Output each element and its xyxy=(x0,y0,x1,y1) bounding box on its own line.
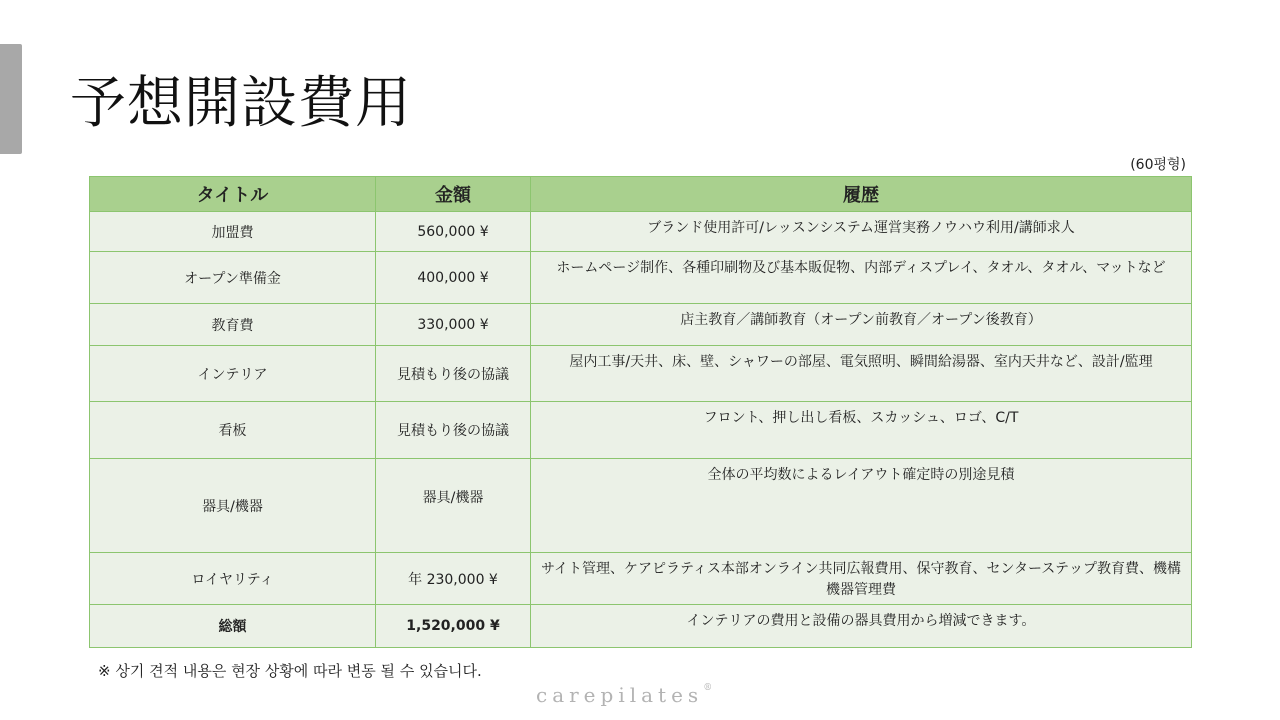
row-history: フロント、押し出し看板、スカッシュ、ロゴ、C/T xyxy=(531,402,1192,459)
row-amount: 年 230,000 ¥ xyxy=(376,553,531,605)
total-row xyxy=(90,605,1192,648)
registered-mark: ® xyxy=(703,683,713,693)
table-row xyxy=(90,346,1192,402)
total-history: インテリアの費用と設備の器具費用から増減できます。 xyxy=(531,605,1192,648)
header-amount: 金額 xyxy=(376,177,531,212)
header-history: 履歴 xyxy=(531,177,1192,212)
accent-bar xyxy=(0,44,22,154)
row-amount: 560,000 ¥ xyxy=(376,212,531,252)
row-amount: 見積もり後の協議 xyxy=(376,346,531,402)
footnote: ※ 상기 견적 내용은 현장 상황에 따라 변동 될 수 있습니다. xyxy=(98,662,482,680)
row-history: 全体の平均数によるレイアウト確定時の別途見積 xyxy=(531,459,1192,553)
row-history: サイト管理、ケアピラティス本部オンライン共同広報費用、保守教育、センターステップ教育費、機構機器管理費 xyxy=(531,553,1192,605)
cost-table xyxy=(89,176,1192,648)
brand-logo xyxy=(536,683,712,707)
header-title: タイトル xyxy=(90,177,376,212)
row-history: 店主教育／講師教育（オープン前教育／オープン後教育） xyxy=(531,304,1192,346)
table-row xyxy=(90,304,1192,346)
table-row xyxy=(90,459,1192,553)
total-label: 総額 xyxy=(90,605,376,648)
row-item: 器具/機器 xyxy=(90,459,376,553)
total-amount: 1,520,000 ¥ xyxy=(376,605,531,648)
row-item: 加盟費 xyxy=(90,212,376,252)
page-title: 予想開設費用 xyxy=(70,71,412,136)
row-item: インテリア xyxy=(90,346,376,402)
table-row xyxy=(90,252,1192,304)
row-history: ホームページ制作、各種印刷物及び基本販促物、内部ディスプレイ、タオル、タオル、マットなど xyxy=(531,252,1192,304)
row-item: 教育費 xyxy=(90,304,376,346)
row-item: ロイヤリティ xyxy=(90,553,376,605)
brand-name: carepilates xyxy=(536,683,704,707)
table-row xyxy=(90,212,1192,252)
unit-note: (60평형) xyxy=(1130,157,1186,173)
row-history: 屋内工事/天井、床、壁、シャワーの部屋、電気照明、瞬間給湯器、室内天井など、設計/監理 xyxy=(531,346,1192,402)
row-amount: 見積もり後の協議 xyxy=(376,402,531,459)
table-header-row xyxy=(90,177,1192,212)
row-amount: 器具/機器 xyxy=(376,459,531,553)
row-amount: 400,000 ¥ xyxy=(376,252,531,304)
row-history: ブランド使用許可/レッスンシステム運営実務ノウハウ利用/講師求人 xyxy=(531,212,1192,252)
table-row xyxy=(90,402,1192,459)
row-item: オープン準備金 xyxy=(90,252,376,304)
row-amount: 330,000 ¥ xyxy=(376,304,531,346)
row-item: 看板 xyxy=(90,402,376,459)
table-row xyxy=(90,553,1192,605)
